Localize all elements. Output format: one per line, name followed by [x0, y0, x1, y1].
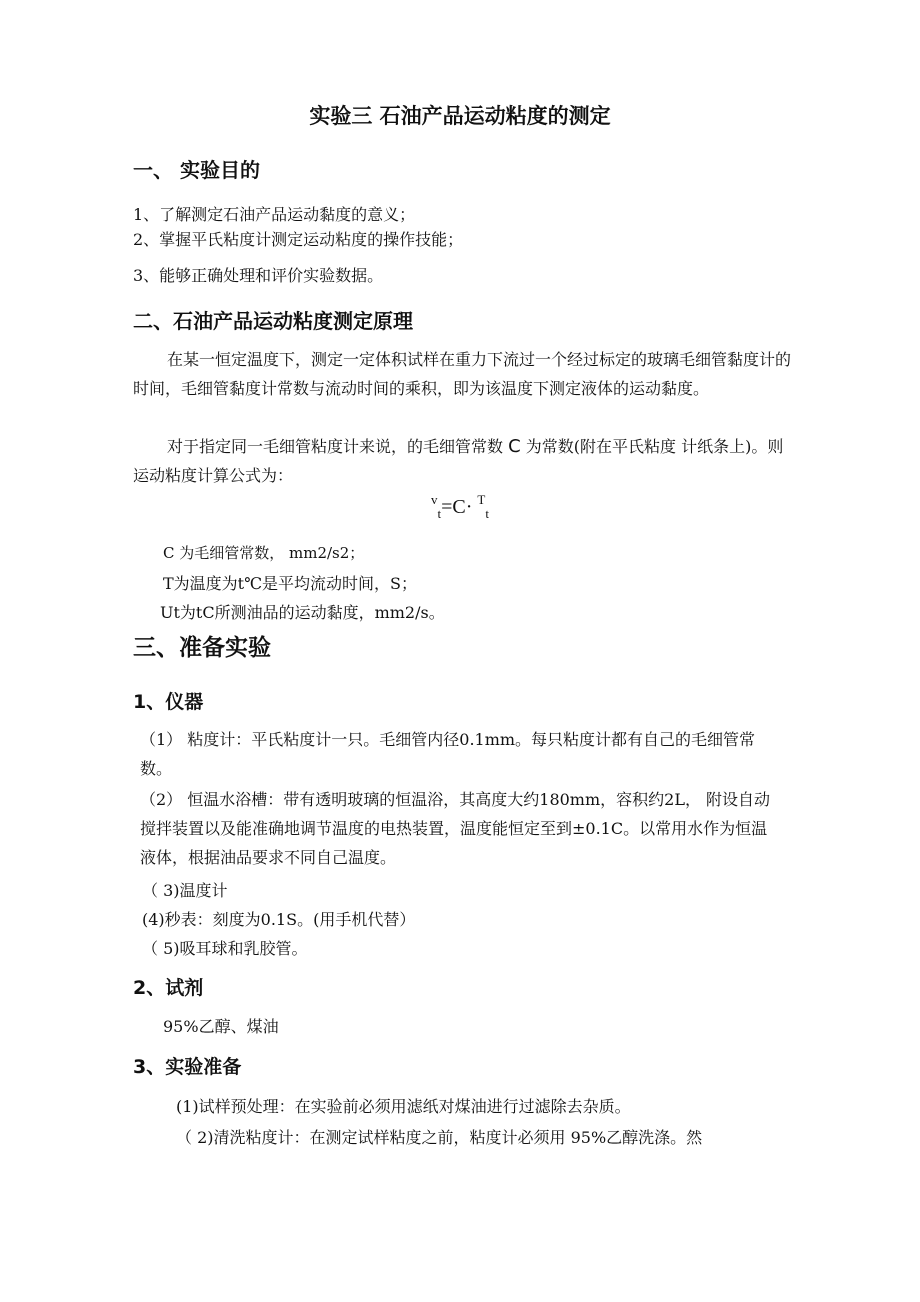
objective-item-3: 3、能够正确处理和评价实验数据。	[133, 266, 384, 285]
definition-c: C 为毛细管常数， mm2/s2；	[163, 544, 365, 562]
constant-c: C	[508, 436, 521, 457]
principle-paragraph-1: 在某一恒定温度下，测定一定体积试样在重力下流过一个经过标定的玻璃毛细管黏度计的时间，毛细管黏度计常数与流动时间的乘积，即为该温度下测定液体的运动黏度。	[133, 350, 792, 398]
reagents-text: 95%乙醇、煤油	[163, 1017, 279, 1036]
formula-v-sub: t	[437, 506, 442, 521]
definition-t: T为温度为t℃是平均流动时间，S；	[163, 574, 417, 593]
instrument-item-2: （2） 恒温水浴槽：带有透明玻璃的恒温浴，其高度大约180mm，容积约2L， 附设自动搅拌装置以及能准确地调节温度的电热装置，温度能恒定至到±0.1C。以常用水作为恒温液体，根据油品要求不同自己温度。	[140, 790, 771, 867]
page-title: 实验三 石油产品运动粘度的测定	[309, 104, 611, 128]
formula-v: v	[431, 492, 438, 507]
instrument-item-5: （ 5)吸耳球和乳胶管。	[142, 939, 308, 958]
principle-paragraph-2	[133, 432, 793, 490]
section-2-heading: 二、石油产品运动粘度测定原理	[133, 309, 413, 333]
preparation-item-2: （ 2)清洗粘度计：在测定试样粘度之前，粘度计必须用 95%乙醇洗涤。然	[176, 1128, 703, 1147]
instrument-item-1: （1） 粘度计：平氏粘度计一只。毛细管内径0.1mm。每只粘度计都有自己的毛细管常数。	[140, 730, 756, 778]
section-1-heading: 一、 实验目的	[133, 158, 260, 182]
objective-item-2: 2、掌握平氏粘度计测定运动粘度的操作技能；	[133, 230, 464, 249]
subsection-1-heading: 1、仪器	[133, 691, 204, 713]
subsection-2-heading: 2、试剂	[133, 977, 204, 999]
viscosity-formula	[0, 492, 920, 522]
preparation-item-1: (1)试样预处理：在实验前必须用滤纸对煤油进行过滤除去杂质。	[176, 1097, 631, 1116]
formula-t: T	[477, 492, 486, 507]
objective-item-1: 1、了解测定石油产品运动黏度的意义；	[133, 205, 416, 224]
principle-text-b: 为常数(附在平氏粘度 计纸条上)。则运动粘度计算公式为：	[133, 437, 784, 485]
principle-text-a: 对于指定同一毛细管粘度计来说，的毛细管常数	[167, 437, 504, 456]
formula-eq: =C·	[441, 496, 473, 518]
formula-t-sub: t	[485, 506, 489, 521]
definition-ut: Ut为tC所测油品的运动黏度，mm2/s。	[160, 603, 445, 622]
subsection-3-heading: 3、实验准备	[133, 1056, 242, 1078]
instrument-item-3: （ 3)温度计	[142, 881, 228, 900]
section-3-heading: 三、准备实验	[133, 635, 271, 661]
instrument-item-4: (4)秒表：刻度为0.1S。(用手机代替）	[142, 910, 416, 929]
